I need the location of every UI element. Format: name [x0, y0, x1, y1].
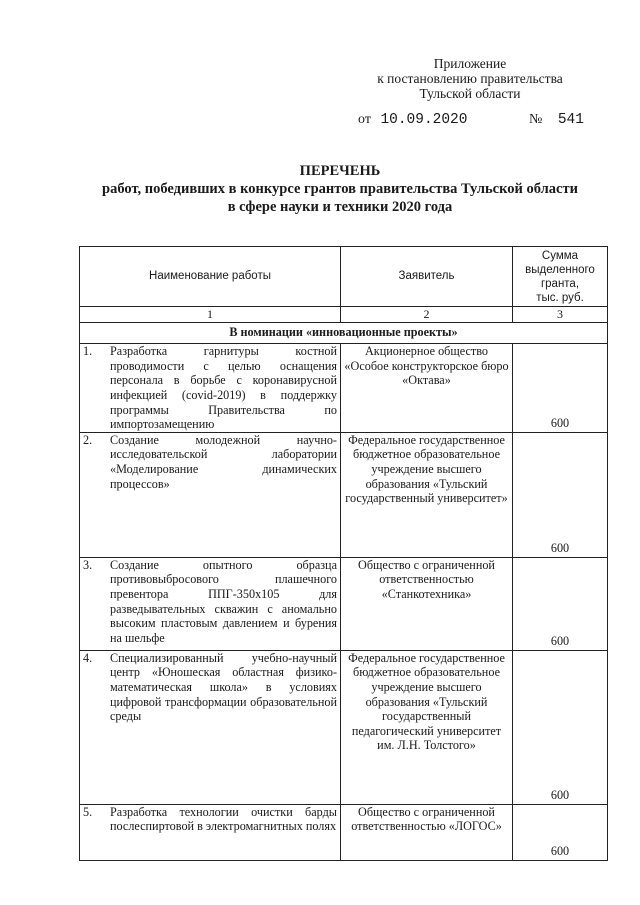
column-number-1: 1 — [80, 307, 341, 323]
header-amount-line-2: выделенного — [525, 263, 595, 276]
row-2-number: 2. — [83, 432, 93, 447]
section-row — [80, 322, 608, 344]
order-number: 541 — [557, 112, 584, 128]
row-5-name-cell — [80, 804, 341, 860]
row-2-name-cell — [80, 432, 341, 557]
appendix-line-3: Тульской области — [419, 86, 521, 101]
appendix-header — [340, 56, 600, 101]
section-title: В номинации «инновационные проекты» — [80, 322, 608, 344]
row-3-applicant: Общество с ограниченной ответственностью «Станкотехника» — [341, 557, 513, 650]
column-number-row — [80, 307, 608, 323]
order-reference — [358, 112, 584, 128]
header-name: Наименование работы — [80, 247, 341, 307]
header-amount-line-4: тыс. руб. — [536, 291, 584, 304]
row-4-applicant: Федеральное государственное бюджетное образовательное учреждение высшего образования «Тульский государственный педагогический университет им. Л.Н. Толстого» — [341, 650, 513, 804]
table-row — [80, 650, 608, 804]
row-3-name-cell — [80, 557, 341, 650]
row-5-number: 5. — [83, 804, 93, 819]
column-number-3: 3 — [513, 307, 608, 323]
header-applicant: Заявитель — [341, 247, 513, 307]
table-row — [80, 432, 608, 557]
order-from-label: от — [358, 112, 371, 127]
row-5-amount: 600 — [513, 804, 608, 860]
row-5-name: Разработка технологии очистки барды послеспиртовой в электромагнитных полях — [110, 804, 337, 834]
grants-table — [79, 246, 608, 861]
table-row — [80, 557, 608, 650]
row-1-amount: 600 — [513, 344, 608, 433]
header-amount — [513, 247, 608, 307]
row-1-name: Разработка гарнитуры костной проводимости с целью оснащения персонала в борьбе с коронавирусной инфекцией (covid-2019) в поддержку программы Правительства по импортозамещению — [110, 344, 337, 432]
row-4-number: 4. — [83, 650, 93, 665]
row-4-name-cell — [80, 650, 341, 804]
header-amount-line-1: Сумма — [541, 249, 579, 262]
order-date: 10.09.2020 — [380, 112, 468, 128]
table-header-row — [80, 247, 608, 307]
row-2-amount: 600 — [513, 432, 608, 557]
table-row — [80, 344, 608, 433]
order-number-label: № — [528, 112, 543, 127]
row-4-name: Специализированный учебно-научный центр «Юношеская областная физико-математическая школа» в условиях цифровой трансформации образовательной среды — [110, 650, 337, 724]
row-3-name: Создание опытного образца противовыбросового плашечного превентора ППГ-350х105 для разведывательных скважин с аномально высоким пластовым давлением и бурения на шельфе — [110, 557, 337, 645]
row-1-number: 1. — [83, 344, 93, 359]
table-row — [80, 804, 608, 860]
title-subtitle-1: работ, победивших в конкурсе грантов правительства Тульской области — [102, 181, 578, 197]
row-1-applicant: Акционерное общество «Особое конструкторское бюро «Октава» — [341, 344, 513, 433]
row-5-applicant: Общество с ограниченной ответственностью «ЛОГОС» — [341, 804, 513, 860]
appendix-line-1: Приложение — [433, 56, 507, 71]
row-2-applicant: Федеральное государственное бюджетное образовательное учреждение высшего образования «Тульский государственный университет» — [341, 432, 513, 557]
document-title — [60, 162, 620, 216]
column-number-2: 2 — [341, 307, 513, 323]
row-4-amount: 600 — [513, 650, 608, 804]
title-main: ПЕРЕЧЕНЬ — [299, 163, 381, 179]
row-1-name-cell — [80, 344, 341, 433]
row-3-amount: 600 — [513, 557, 608, 650]
row-3-number: 3. — [83, 557, 93, 572]
header-amount-line-3: гранта, — [540, 277, 580, 290]
appendix-line-2: к постановлению правительства — [377, 71, 563, 86]
row-2-name: Создание молодежной научно-исследовательской лаборатории «Моделирование динамических процессов» — [110, 432, 337, 491]
title-subtitle-2: в сфере науки и техники 2020 года — [227, 199, 453, 215]
